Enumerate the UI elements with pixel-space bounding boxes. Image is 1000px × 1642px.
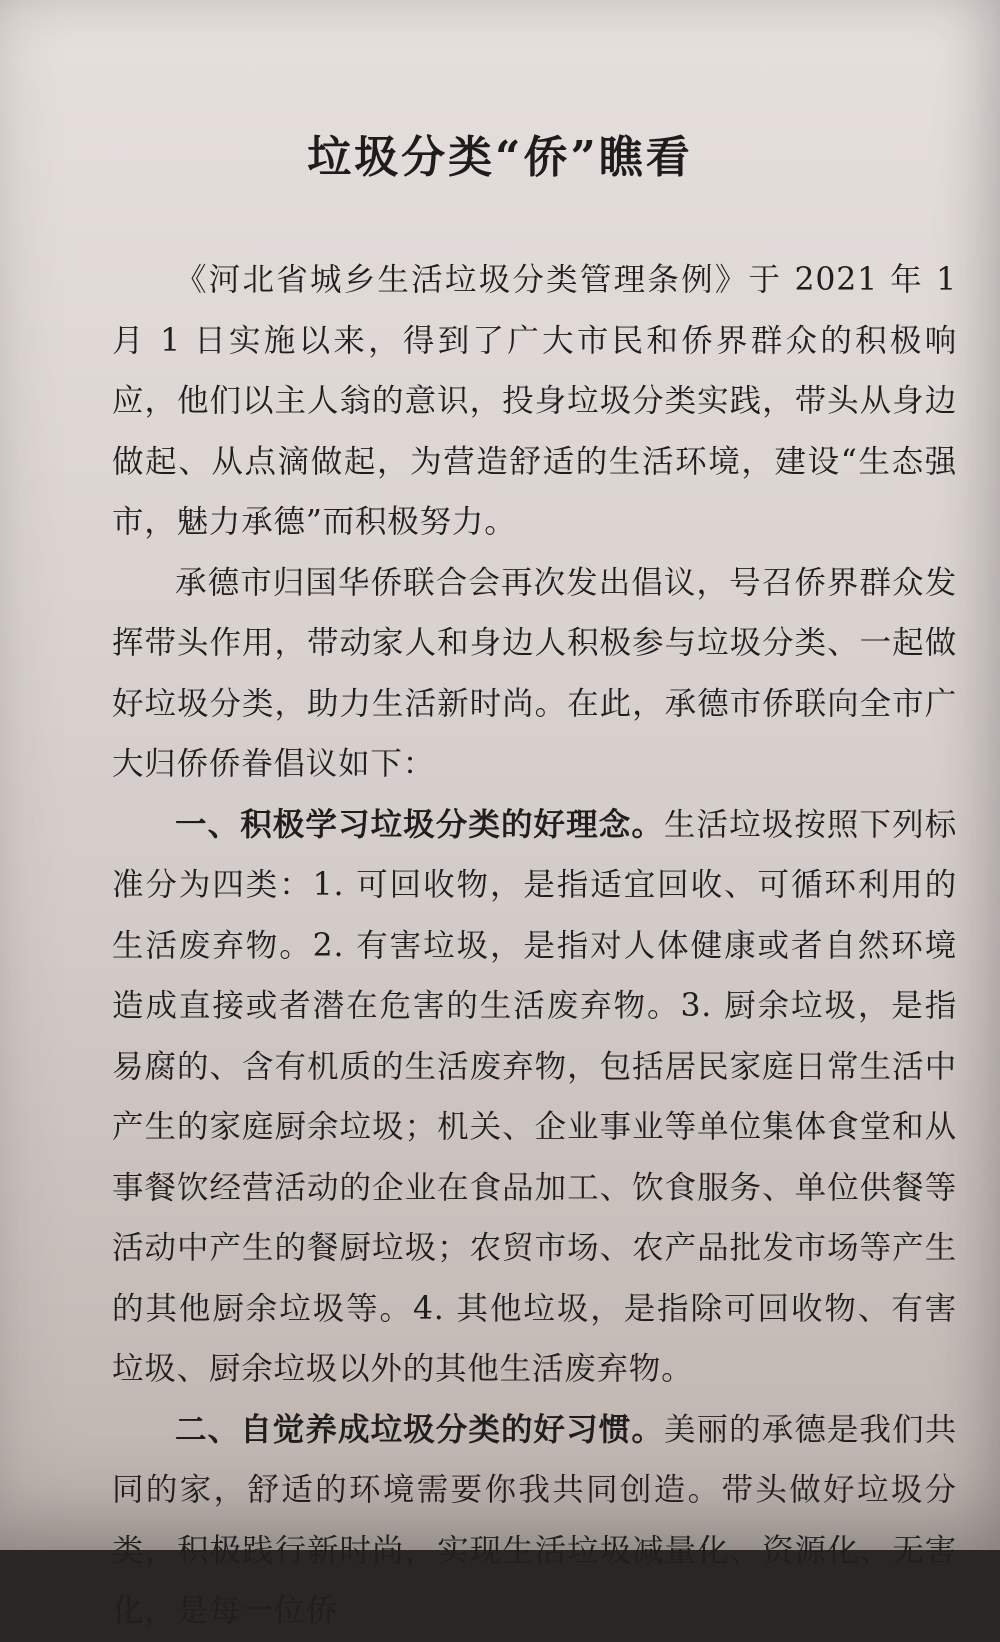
paragraph-item-two [112,1400,957,1642]
document-body [112,250,957,1642]
paragraph-heading: 一、积极学习垃圾分类的好理念。 [175,805,664,843]
paragraph-text: 美丽的承德是我们共同的家，舒适的环境需要你我共同创造。带头做好垃圾分类，积极践行新时尚，实现生活垃圾减量化、资源化、无害化，是每一位侨 [112,1411,957,1629]
paragraph-proposal [112,553,957,795]
paragraph-text: 《河北省城乡生活垃圾分类管理条例》于 2021 年 1 月 1 日实施以来，得到了广大市民和侨界群众的积极响应，他们以主人翁的意识，投身垃圾分类实践，带头从身边做起、从点滴做起，为营造舒适的生活环境，建设“生态强市，魅力承德”而积极努力。 [112,262,957,540]
paragraph-heading: 二、自觉养成垃圾分类的好习惯。 [175,1410,664,1448]
paragraph-text: 生活垃圾按照下列标准分为四类：1. 可回收物，是指适宜回收、可循环利用的生活废弃物。2. 有害垃圾，是指对人体健康或者自然环境造成直接或者潜在危害的生活废弃物。3. 厨余垃圾，是指易腐的、含有机质的生活废弃物，包括居民家庭日常生活中产生的家庭厨余垃圾；机关、企业事业等单位集体食堂和从事餐饮经营活动的企业在食品加工、饮食服务、单位供餐等活动中产生的餐厨垃圾；农贸市场、农产品批发市场等产生的其他厨余垃圾等。4. 其他垃圾，是指除可回收物、有害垃圾、厨余垃圾以外的其他生活废弃物。 [112,806,957,1387]
paragraph-text: 承德市归国华侨联合会再次发出倡议，号召侨界群众发挥带头作用，带动家人和身边人积极参与垃圾分类、一起做好垃圾分类，助力生活新时尚。在此，承德市侨联向全市广大归侨侨眷倡议如下： [112,564,957,782]
document-title: 垃圾分类“侨”瞧看 [307,132,693,183]
paragraph-item-one [112,795,957,1400]
paragraph-intro [112,250,957,553]
